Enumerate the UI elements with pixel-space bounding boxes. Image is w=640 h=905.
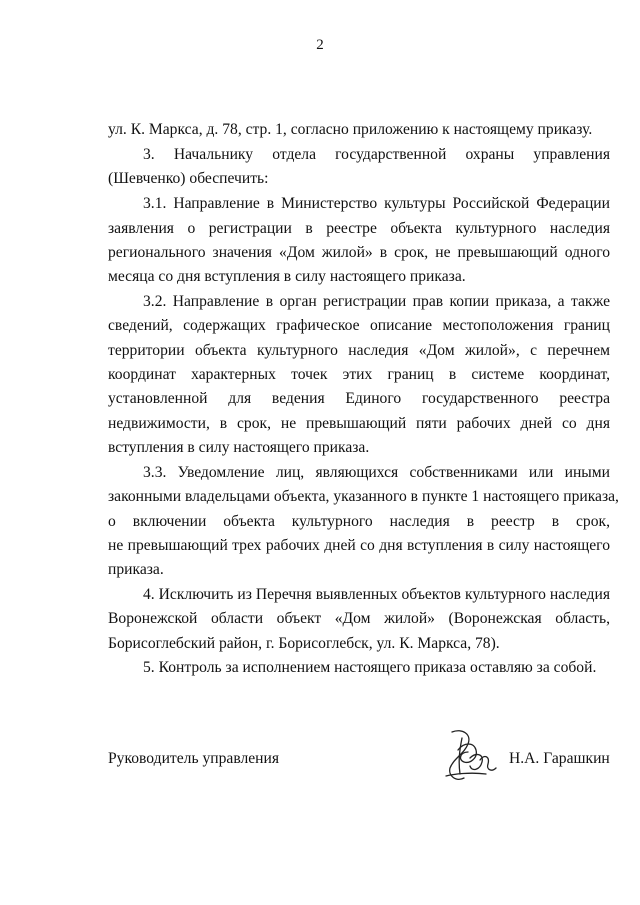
- text-line: 4. Исключить из Перечня выявленных объектов культурного наследия: [143, 586, 610, 603]
- text-line: установленной для ведения Единого государственного реестра: [108, 390, 610, 407]
- text-line: не превышающий трех рабочих дней со дня вступления в силу настоящего: [108, 537, 610, 554]
- text-line: 5. Контроль за исполнением настоящего приказа оставляю за собой.: [143, 659, 597, 676]
- text-line: Борисоглебский район, г. Борисоглебск, ул. К. Маркса, 78).: [108, 635, 500, 652]
- text-line: недвижимости, в срок, не превышающий пяти рабочих дней со дня: [108, 415, 610, 432]
- signatory-name: Н.А. Гарашкин: [509, 750, 610, 767]
- text-line: законными владельцами объекта, указанного в пункте 1 настоящего приказа,: [108, 488, 619, 505]
- text-line: 3.2. Направление в орган регистрации прав копии приказа, а также: [143, 293, 610, 310]
- signatory-position: Руководитель управления: [108, 750, 280, 767]
- handwritten-signature: [440, 724, 498, 786]
- page-number: 2: [316, 37, 324, 53]
- text-line: сведений, содержащих графическое описание местоположения границ: [108, 317, 610, 334]
- text-line: Воронежской области объект «Дом жилой» (Воронежская область,: [108, 610, 610, 627]
- text-line: координат характерных точек этих границ в системе координат,: [108, 366, 610, 383]
- text-line: месяца со дня вступления в силу настоящего приказа.: [108, 268, 466, 285]
- text-line: вступления в силу настоящего приказа.: [108, 439, 370, 456]
- text-line: 3. Начальнику отдела государственной охраны управления: [143, 146, 610, 163]
- text-line: регионального значения «Дом жилой» в срок, не превышающий одного: [108, 244, 610, 261]
- text-line: территории объекта культурного наследия «Дом жилой», с перечнем: [108, 342, 610, 359]
- text-line: ул. К. Маркса, д. 78, стр. 1, согласно приложению к настоящему приказу.: [108, 121, 593, 138]
- text-line: приказа.: [108, 561, 164, 578]
- text-line: о включении объекта культурного наследия в реестр в срок,: [108, 513, 610, 530]
- text-line: 3.1. Направление в Министерство культуры Российской Федерации: [143, 195, 610, 212]
- text-line: (Шевченко) обеспечить:: [108, 170, 269, 187]
- text-line: 3.3. Уведомление лиц, являющихся собственниками или иными: [143, 464, 610, 481]
- text-line: заявления о регистрации в реестре объекта культурного наследия: [108, 220, 610, 237]
